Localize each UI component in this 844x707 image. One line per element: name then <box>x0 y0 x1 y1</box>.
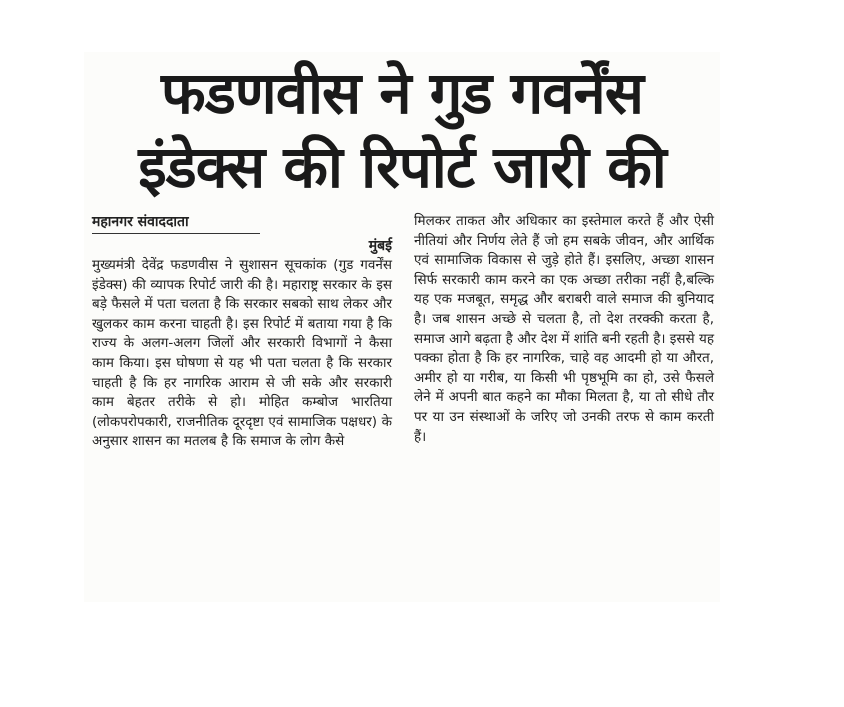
byline: महानगर संवाददाता <box>92 212 260 234</box>
newspaper-clipping <box>84 52 720 602</box>
dateline: मुंबई <box>368 238 392 254</box>
article-column-1 <box>92 212 392 452</box>
column-2-text: मिलकर ताकत और अधिकार का इस्तेमाल करते हैं और ऐसी नीतियां और निर्णय लेते हैं जो हम सबके जीवन, और आर्थिक एवं सामाजिक विकास से जुड़े होते हैं। इसलिए, अच्छा शासन सिर्फ सरकारी काम करने का एक अच्छा तरीका नहीं है,बल्कि यह एक मजबूत, समृद्ध और बराबरी वाले समाज की बुनियाद है। जब शासन अच्छे से चलता है, तो देश तरक्की करता है, समाज आगे बढ़ता है और देश में शांति बनी रहती है। इससे यह पक्का होता है कि हर नागरिक, चाहे वह आदमी हो या औरत, अमीर हो या गरीब, या किसी भी पृष्ठभूमि का हो, उसे फैसले लेने में अपनी बात कहने का मौका मिलता है, या तो सीधे तौर पर या उन संस्थाओं के जरिए जो उनकी तरफ से काम करती हैं। <box>414 213 714 445</box>
headline-line-2: इंडेक्स की रिपोर्ट जारी की <box>138 133 666 201</box>
column-1-text: मुख्यमंत्री देवेंद्र फडणवीस ने सुशासन सूचकांक (गुड गवर्नेंस इंडेक्स) की व्यापक रिपोर्ट जारी की है। महाराष्ट्र सरकार के इस बड़े फैसले में पता चलता है कि सरकार सबको साथ लेकर और खुलकर काम करना चाहती है। इस रिपोर्ट में बताया गया है कि राज्य के अलग-अलग जिलों और सरकारी विभागों ने कैसा काम किया। इस घोषणा से यह भी पता चलता है कि सरकार चाहती है कि हर नागरिक आराम से जी सके और सरकारी काम बेहतर तरीके से हो। मोहित कम्बोज भारतिया (लोकपरोपकारी, राजनीतिक दूरदृष्टा एवं सामाजिक पक्षधर) के अनुसार शासन का मतलब है कि समाज के लोग कैसे <box>92 257 392 450</box>
article-column-2 <box>414 212 714 447</box>
headline-line-1: फडणवीस ने गुड गवर्नेंस <box>161 59 643 127</box>
